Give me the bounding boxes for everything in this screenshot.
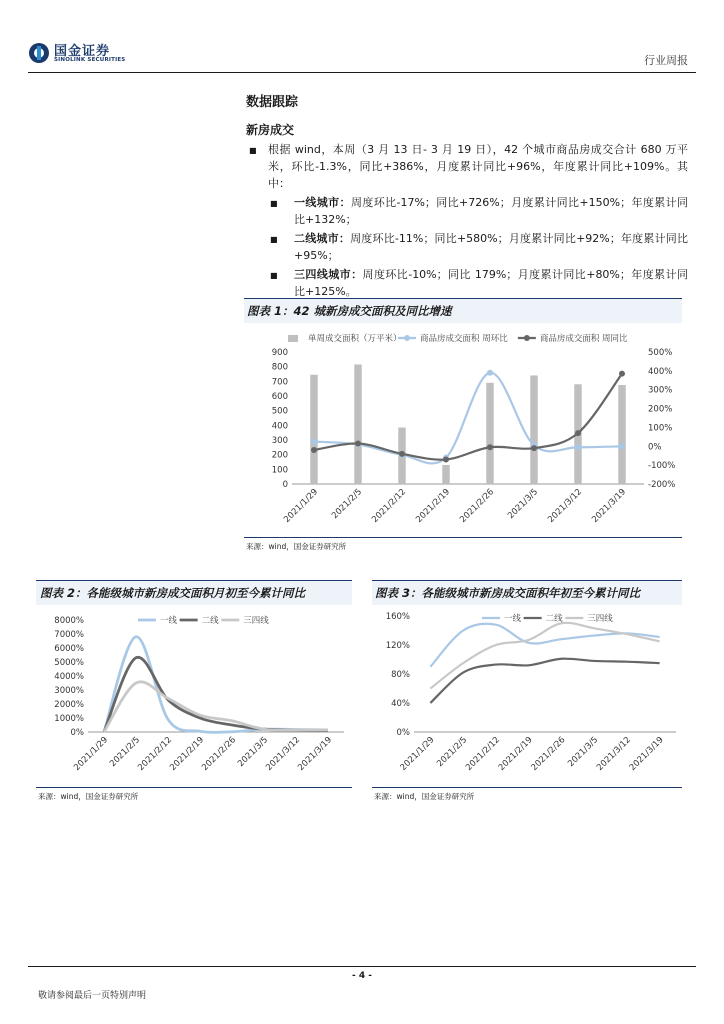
x-tick-label: 2021/2/26: [458, 487, 497, 525]
y-tick-label: 6000%: [54, 644, 84, 654]
tier2-paragraph: [294, 230, 688, 264]
legend-marker: [404, 335, 410, 341]
summary-paragraph: 根据 wind，本周（3 月 13 日- 3 月 19 日），42 个城市商品房成交合计 680 万平米，环比-1.3%，同比+386%，月度累计同比+96%，年度累计同比+109%。其中：: [268, 143, 688, 190]
y-tick-label: 500: [271, 406, 288, 417]
series-line: [104, 682, 328, 732]
footer-divider: [28, 966, 696, 967]
data-point: [575, 444, 581, 450]
y-tick-label: 800: [271, 362, 288, 373]
y2-tick-label: -100%: [648, 461, 676, 472]
bullet-icon: ■: [270, 271, 278, 280]
y-tick-label: 40%: [391, 699, 410, 709]
chart2-plot: [36, 608, 356, 784]
data-point: [619, 371, 625, 377]
legend-label: 一线: [504, 614, 522, 624]
y2-tick-label: 500%: [648, 348, 673, 358]
chart1-source-divider: [244, 537, 682, 538]
data-point: [619, 443, 625, 449]
tier2-text: 周度环比-11%；同比+580%；月度累计同比+92%；年度累计同比+95%；: [294, 232, 689, 262]
y-tick-label: 2000%: [54, 700, 84, 710]
legend-marker: [524, 335, 530, 341]
header-divider: [28, 72, 696, 73]
y-tick-label: 3000%: [54, 686, 84, 696]
y-tick-label: 400: [271, 421, 288, 432]
y-tick-label: 4000%: [54, 672, 84, 682]
y-tick-label: 100: [271, 465, 288, 476]
subsection-title: 新房成交: [246, 123, 295, 137]
x-tick-label: 2021/2/12: [136, 735, 175, 773]
y-tick-label: 600: [271, 392, 288, 402]
chart3-title: 图表 3：各能级城市新房成交面积年初至今累计同比: [375, 586, 641, 600]
y-tick-label: 0%: [396, 728, 410, 738]
y-tick-label: 700: [271, 377, 288, 388]
y2-tick-label: 100%: [648, 423, 673, 434]
legend-label: 二线: [201, 616, 219, 626]
legend-label: 单周成交面积（万平米）: [308, 334, 402, 344]
tier3-paragraph: [294, 266, 688, 300]
data-point: [487, 444, 493, 450]
series-line: [104, 657, 328, 732]
chart3-plot: [372, 608, 686, 784]
x-tick-label: 2021/3/5: [506, 487, 541, 522]
company-logo: [28, 40, 132, 68]
x-tick-label: 2021/2/19: [496, 735, 535, 773]
y-tick-label: 5000%: [54, 658, 84, 668]
y-tick-label: 8000%: [54, 616, 84, 626]
legend-label: 商品房成交面积 周同比: [539, 334, 628, 344]
data-point: [311, 439, 317, 445]
y-tick-label: 900: [271, 348, 288, 358]
x-tick-label: 2021/1/29: [282, 487, 321, 525]
logo-mark-icon: [28, 42, 50, 64]
data-point: [443, 456, 449, 462]
y2-tick-label: 0%: [648, 442, 662, 453]
legend-label: 一线: [160, 616, 178, 626]
y-tick-label: 300: [271, 436, 288, 446]
y-tick-label: 1000%: [54, 714, 84, 724]
x-tick-label: 2021/1/29: [72, 735, 111, 773]
tier3-text: 周度环比-10%；同比 179%；月度累计同比+80%；年度累计同比+125%。: [294, 268, 688, 298]
chart3-source: 来源：wind，国金证券研究所: [374, 792, 475, 801]
y-tick-label: 0: [282, 480, 288, 490]
x-tick-label: 2021/2/12: [464, 735, 502, 773]
legend-label: 商品房成交面积 周环比: [420, 334, 508, 344]
bullet-icon: ■: [270, 199, 278, 208]
tier3-label: 三四线城市：: [294, 268, 363, 281]
tier2-label: 二线城市：: [294, 232, 351, 245]
y-tick-label: 7000%: [54, 630, 84, 640]
y2-tick-label: 400%: [648, 366, 673, 377]
data-point: [399, 451, 405, 457]
bullet-icon: ■: [249, 146, 257, 155]
page-number: - 4 -: [352, 971, 372, 981]
x-tick-label: 2021/2/12: [370, 487, 409, 525]
tier1-paragraph: [294, 194, 688, 228]
y-tick-label: 200: [271, 450, 288, 461]
x-tick-label: 2021/3/12: [595, 735, 633, 773]
chart3-source-divider: [372, 787, 682, 788]
bar: [442, 465, 449, 484]
chart2-source: 来源：wind，国金证券研究所: [38, 792, 139, 801]
bar: [618, 385, 625, 484]
x-tick-label: 2021/3/19: [296, 735, 335, 773]
x-tick-label: 2021/1/29: [398, 735, 437, 773]
tier1-text: 周度环比-17%；同比+726%；月度累计同比+150%；年度累计同比+132%；: [294, 196, 689, 226]
chart1-source: 来源：wind，国金证券研究所: [246, 542, 347, 551]
x-tick-label: 2021/3/5: [236, 735, 271, 770]
y-tick-label: 120%: [385, 641, 410, 651]
series-line: [430, 659, 659, 703]
x-tick-label: 2021/2/26: [200, 735, 239, 773]
x-tick-label: 2021/2/19: [168, 735, 207, 773]
data-point: [531, 445, 537, 451]
x-tick-label: 2021/2/19: [414, 487, 453, 525]
logo-subtitle: SINOLINK SECURITIES: [54, 57, 126, 63]
x-tick-label: 2021/3/19: [590, 487, 629, 525]
x-tick-label: 2021/3/5: [566, 735, 601, 770]
y-tick-label: 160%: [385, 612, 410, 622]
legend-label: 三四线: [243, 616, 269, 626]
data-point: [575, 430, 581, 436]
legend-swatch: [288, 335, 298, 342]
chart2-source-divider: [36, 787, 352, 788]
x-tick-label: 2021/2/26: [529, 735, 568, 773]
y-tick-label: 0%: [70, 728, 84, 738]
x-tick-label: 2021/3/12: [264, 735, 303, 773]
bar: [486, 383, 493, 484]
section-title: 数据跟踪: [246, 95, 299, 110]
x-tick-label: 2021/3/12: [546, 487, 585, 525]
chart1-plot: [244, 326, 686, 534]
chart1-title: 图表 1：42 城新房成交面积及同比增速: [247, 304, 452, 318]
x-tick-label: 2021/2/5: [108, 735, 143, 770]
bar: [354, 364, 361, 484]
disclaimer-note: 敬请参阅最后一页特别声明: [38, 991, 147, 1001]
y-tick-label: 80%: [391, 670, 410, 680]
bar: [310, 375, 317, 484]
tier1-label: 一线城市：: [294, 196, 351, 209]
y2-tick-label: -200%: [648, 480, 676, 490]
data-point: [311, 447, 317, 453]
bullet-icon: ■: [270, 235, 278, 244]
logo-name: 国金证券: [54, 44, 111, 59]
legend-label: 三四线: [587, 614, 613, 624]
document-type: 行业周报: [644, 54, 688, 67]
x-tick-label: 2021/3/19: [627, 735, 666, 773]
data-point: [355, 440, 361, 446]
x-tick-label: 2021/2/5: [435, 735, 470, 770]
bar: [530, 375, 537, 484]
x-tick-label: 2021/2/5: [330, 487, 365, 522]
y2-tick-label: 200%: [648, 404, 673, 415]
data-point: [487, 370, 493, 376]
chart2-title: 图表 2：各能级城市新房成交面积月初至今累计同比: [40, 586, 306, 600]
y2-tick-label: 300%: [648, 385, 673, 396]
legend-label: 二线: [545, 614, 563, 624]
